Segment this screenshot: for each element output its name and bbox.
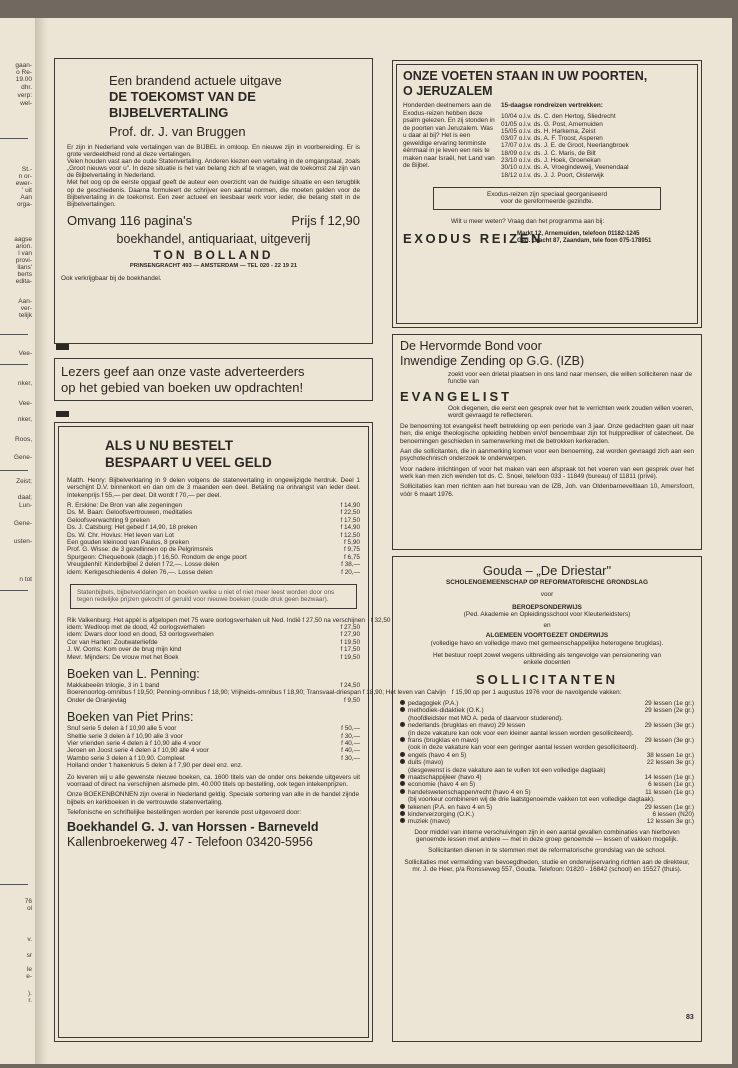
previous-page-fragment: Gene- [13,454,32,461]
ad-driestar-voor: voor [540,591,554,599]
vak-row-value [688,730,694,737]
previous-page-fragment: 19.00 [15,76,32,83]
ad-izb-title2: Inwendige Zending op G.G. (IZB) [400,354,585,368]
previous-page-fragment: Aan- [18,298,32,305]
book-row [67,502,360,509]
vak-row-value [688,767,694,774]
book-row-label: J. W. Ooms: Kom over de brug mijn kind [67,646,182,654]
previous-page-edge [0,18,35,1064]
ad-horssen-shop-addr: Kallenbroekerweg 47 - Telefoon 03420-5956 [67,835,313,850]
ad-exodus-columns [403,102,691,179]
ad-horssen-penning-title: Boeken van L. Penning: [67,666,200,681]
previous-page-fragment: Gene- [13,520,32,527]
vak-row-label: (bij voorkeur combineren wij de drie laatstgenoemde vakken tot een volledige dagtaak). [408,796,655,804]
black-marker [56,411,69,417]
vak-row [400,700,694,707]
prins-row [67,740,360,747]
magazine-page [0,18,732,1064]
bullet-icon [400,737,405,742]
vak-row [400,811,694,818]
ad-driestar-bo: BEROEPSONDERWIJS [512,603,582,611]
previous-page-fragment: dhr. [21,84,32,91]
ad-exodus [392,60,702,328]
previous-page-fragment: aagse [14,236,32,243]
ad-izb-intro: zoekt voor een drietal plaatsen in ons land naar mensen, die willen solliciteren naar de functie van [448,371,693,386]
penning-row-label: Onder de Oranjevlag [67,696,127,704]
prins-row-label: Sheltie serie 3 delen à f 10,90 alle 3 voor [67,732,183,740]
bullet-icon [400,774,405,779]
vak-row [400,730,694,737]
ad-driestar-subtitle: SCHOLENGEMEENSCHAP OP REFORMATORISCHE GRONDSLAG [446,579,648,586]
ad-exodus-brand: EXODUS REIZEN [403,230,543,246]
ad-exodus-title1: ONZE VOETEN STAAN IN UW POORTEN, [403,69,648,83]
ad-exodus-inner [396,64,698,324]
vak-row-value: 29 lessen (1e gr.) [644,699,694,707]
trip-item: 03/07 o.l.v. ds. A. F. Troost, Asperen [501,135,603,143]
penning-row-value: f 15,90 [451,689,472,697]
book-row-label: Rik Valkenburg: Het appèl is afgelopen met 75 ware oorlogsverhalen uit Ned. Indië f 27,50 na verschijnen [67,616,365,624]
previous-page-fragment: Lun- [18,502,32,509]
book-row [67,616,391,624]
ad-bruggen-body: Er zijn in Nederland vele vertalingen van de BIJBEL in omloop. En nieuwe zijn in voorbereiding. Er is grote verdeeldheid rond al deze vertalingen. Velen houden vast aan de oude Statenvertaling. Anderen kiezen een vertaling in de omgangstaal, zoals „Groot nieuws voor u". In deze situatie is het van belang zich af te vragen, wat de toekomst zal zijn van de Bijbelvertaling in Nederland. Met het oog op de eerste opgaaf geeft de auteur een overzicht van de huidige situatie en een terugblik op de geschiedenis. Daarna formuleert de schrijver een aantal normen, die moeten gelden voor de Bijbelvertaling in de toekomst. Een zeer actueel en leesbaar werk voor ieder, die belang stelt in de Bijbelvertalingen. [67,144,360,208]
ad-bruggen-title2: BIJBELVERTALING [109,105,229,120]
prins-row [67,733,360,740]
ad-driestar-avo: ALGEMEEN VOORTGEZET ONDERWIJS [485,632,609,640]
vak-row-value: 29 lessen (2e gr.) [644,707,694,715]
book-row [67,646,360,653]
ad-driestar-p1: Door middel van interne verschuivingen zijn in een aantal gevallen combinaties van hierboven genoemde lessen met andere — met in deze groep genoemde — lessen of vakken mogelijk. [414,828,680,844]
bullet-icon [400,818,405,823]
vak-row-label: economie (havo 4 en 5) [408,781,476,789]
previous-page-rule [0,590,28,591]
book-row-value: f 17,50 [340,646,360,654]
vak-row-label: frans (brugklas en mavo) [408,737,479,744]
prins-row-value: f 40,— [341,740,360,748]
previous-page-fragment: v. [27,936,32,943]
ad-driestar [392,556,702,1042]
vak-row-value: 22 lessen 3e gr.) [646,759,694,767]
ad-driestar-p3: Sollicitaties met vermelding van bevoegdheden, studie en onderwijservaring richten aan de direkteur, mr. J. de Heer, p/a Ronsseweg 557, Gouda. Telefoon: 01820 - 16842 (school) en 15527 (thuis). [404,858,690,874]
vak-row-value: 6 lessen (1e gr.) [648,781,694,789]
book-row-label: Mevr. Mijnders: De vrouw met het Boek [67,653,179,661]
previous-page-fragment: le [26,966,32,973]
ad-horssen-p2: Onze BOEKENBONNEN zijn overal in Nederland geldig. Speciale sortering van alle in de handel zijnde bijbels en kerkboeken in de vertrouwde statenvertaling. [67,791,359,806]
previous-page-fragment: provi- [15,257,32,264]
book-row-label: Een gouden kleinood van Paulus, 8 preken [67,538,189,546]
vak-row [400,737,694,744]
vak-row [400,789,694,796]
previous-page-fragment: Vee- [18,400,32,407]
book-row-value: f 20,— [341,568,360,576]
ad-exodus-contact [403,231,691,246]
vak-row-value [688,796,694,803]
ad-bruggen-note: Ook verkrijgbaar bij de boekhandel. [61,274,162,282]
vak-row-value: 11 lessen (1e gr.) [645,788,694,796]
book-row-value: f 5,90 [344,538,360,546]
book-row [67,639,360,646]
ad-driestar-aim: Het bestuur roept zowel wegens uitbreiding als tengevolge van pensionering van enkele docenten [432,652,662,667]
ad-driestar-vakken [400,700,694,826]
ad-horssen-prins-title: Boeken van Piet Prins: [67,710,194,725]
ad-exodus-addr [513,231,651,246]
previous-page-fragment: telijk [18,312,32,319]
prins-row-value: f 30,— [341,732,360,740]
prins-row-value: f 30,— [341,754,360,762]
ad-bruggen-pages: Omvang 116 pagina's [67,212,193,228]
ad-bruggen-price-row [67,213,360,228]
prins-row [67,762,360,769]
ad-horssen-title1: ALS U NU BESTELT [105,438,233,453]
ad-horssen-prins [67,725,360,769]
previous-page-fragment: arion. [15,243,32,250]
prins-row-value: f 50,— [341,725,360,733]
trip-item: 18/12 o.l.v. ds. J. J. Poort, Oisterwijk [501,171,604,179]
previous-page-fragment: sr [26,952,32,959]
vak-row-value: 14 lessen (1e gr.) [644,774,694,782]
ad-driestar-bo-sub: (Ped. Akademie en Opleidingsschool voor Kleuterleidsters) [463,610,631,618]
ad-exodus-special-box [433,187,661,210]
vak-row [400,818,694,825]
previous-page-fragment: ol [26,905,32,912]
book-row-label: Prof. G. Wisse: de 3 gezellinnen op de Pelgrimsreis [67,546,213,554]
prins-row-label: Wambo serie 3 delen à f 10,90. Compleet [67,754,185,762]
previous-page-fragment: ver- [20,305,32,312]
previous-page-fragment: n tot [19,576,32,583]
ad-exodus-special1: Exodus-reizen zijn speciaal georganiseerd [486,190,608,198]
book-row-label: idem: Dwars door lood en dood, 53 oorlogsverhalen [67,631,214,639]
penning-row [67,682,360,689]
bullet-icon [400,811,405,816]
ad-bruggen-intro: Een brandend actuele uitgave [109,73,282,88]
penning-row [67,689,472,697]
ad-exodus-more: Wilt u meer weten? Vraag dan het programma aan bij: [451,217,605,225]
ad-exodus-left: Honderden deelnemers aan de Exodus-reizen hebben deze psalm gelezen. En zij stonden in de poorten van Jeruzalem. Was u daar al bij? Het is een geweldige ervaring tenminste éénmaal in je leven een reis te maken naar Israël, het Land van de Bijbel. [403,102,495,169]
prins-row-label: Jeroen en Joost serie 4 delen à f 10,90 alle 4 voor [67,747,209,755]
ad-izb-p2: De benoeming tot evangelist heeft betrekking op een periode van 3 jaar. Onze gedachten gaan uit naar hen, die enige theologische opleiding hebben en/of benoembaar zijn tot hulpprediker of catecheet. De benoemingen geschieden in samenwerking met de betrokken kerkeraden. [400,423,694,445]
ad-driestar-sol: SOLLICITANTEN [475,671,619,687]
book-row [67,539,360,546]
bullet-icon [400,700,405,705]
previous-page-fragment: Roos, [15,436,32,443]
ad-bruggen-address: PRINSENGRACHT 493 — AMSTERDAM — TEL 020 - 22 19 21 [129,262,298,269]
prins-row-value: f 40,— [341,747,360,755]
vak-row-label: kinderverzorging (O.K.) [408,811,475,819]
bullet-icon [400,752,405,757]
vak-row-value: 29 lessen (3e gr.) [644,737,694,744]
ad-exodus-trips-col [501,102,691,179]
trip-item: 23/10 o.l.v. ds. J. Hoek, Groenekan [501,157,601,165]
ad-exodus-addr2: Ged. Gracht 87, Zaandam, tele foon 075-178951 [517,238,652,245]
vak-row [400,752,694,759]
previous-page-fragment: 76 [24,898,32,905]
trip-item: 10/04 o.l.v. ds. C. den Hertog, Sliedrecht [501,113,616,121]
previous-page-rule [0,138,28,139]
vak-row-label: (in deze vakature kan ook voor een kleiner aantal lessen worden gesolliciteerd). [408,729,634,737]
book-row-value: f 22,50 [340,509,360,517]
vak-row [400,744,694,751]
book-row-value: f 9,75 [344,546,360,554]
previous-page-fragment: berts [17,271,32,278]
book-row-value: f 14,90 [340,501,360,509]
previous-page-fragment: Zeist; [16,478,32,485]
book-row-label: Geloofsverwachting 9 preken [67,516,150,524]
trip-item: 17/07 o.l.v. ds. J. E. de Groot, Neerlangbroek [501,142,629,150]
penning-row-value: f 9,50 [344,696,360,704]
book-row-value: f 19,50 [340,653,360,661]
vak-row [400,781,694,788]
ad-readers [54,358,373,401]
book-row [67,509,360,516]
ad-horssen-p3: Telefonische en schriftelijke bestellingen worden per kerende post uitgevoerd door: [67,808,302,816]
book-row [67,561,360,568]
book-row [67,624,360,631]
vak-row-label: (desgewenst is deze vakature aan te vullen tot een volledige dagtaak) [408,766,606,774]
prins-row-label: Vier vrienden serie 4 delen à f 10,90 alle 4 voor [67,740,201,748]
penning-row-label: Boerenoorlog-omnibus f 19,50; Penning-omnibus f 18,90; Vrijheids-omnibus f 18,90; Transvaal-driespan f 18,90; Het leven van Calvijn [67,689,446,697]
prins-row [67,725,360,732]
bullet-icon [400,759,405,764]
ad-horssen-list2 [67,616,391,661]
ad-bruggen-author: Prof. dr. J. van Bruggen [109,124,246,139]
book-row-label: Spurgeon: Chequeboek (dagb.) f 16,50. Rondom de enge poort [67,553,247,561]
vak-row-label: muziek (mavo) [408,818,450,826]
penning-row [67,697,360,704]
prins-row [67,755,360,762]
previous-page-fragment: o Re- [16,69,32,76]
book-row [67,569,360,576]
vak-row-label: tekenen (P.A. en havo 4 en 5) [408,803,493,811]
book-row-value: f 17,50 [340,516,360,524]
prins-row-value [354,762,360,769]
ad-izb [392,334,702,550]
vak-row-label: (ook in deze vakature kan voor een geringer aantal lessen worden gesolliciteerd). [408,744,639,752]
previous-page-fragment: wel- [20,100,32,107]
previous-page-fragment: nker, [17,380,32,387]
book-row-label: Ds. J. Catsburg: Het gebed f 14,90, 18 preken [67,524,198,532]
trip-item: 01/05 o.l.v. ds. G. Post, Arnemuiden [501,120,603,128]
book-row-value: f 12,50 [340,531,360,539]
trip-item: 30/10 o.l.v. ds. A. Vroegindeweij, Veenendaal [501,164,629,172]
vak-row-label: pedagogiek (P.A.) [408,699,459,707]
book-row [67,654,360,661]
vak-row-value [688,715,694,722]
book-row [67,532,360,539]
ad-izb-p3: Aan die sollicitanten, die in aanmerking komen voor een benoeming, zal worden gevraagd zich aan een psychotechnisch onderzoek te onderwerpen. [400,448,694,463]
vak-row-value: 38 lessen 1e gr.) [646,751,694,759]
ad-bruggen-publisher: TON BOLLAND [153,247,274,262]
page-number: 83 [686,1014,694,1021]
book-row-value: f 14,90 [340,524,360,532]
vak-row [400,722,694,729]
previous-page-rule [0,470,28,471]
previous-page-fragment: Aan [20,194,32,201]
vak-row [400,796,694,803]
book-row-value: f 27,50 [340,623,360,631]
ad-exodus-title2: O JERUZALEM [403,84,493,98]
ad-izb-p5: Sollicitaties kan men richten aan het bureau van de IZB, Joh. van Oldenbarneveltlaan 10, Amersfoort, vóór 6 maart 1976. [400,483,694,498]
previous-page-rule [0,364,28,365]
ad-driestar-title: Gouda – „De Driestar" [482,563,612,578]
black-marker [56,344,69,350]
prins-row-label: Snuf serie 5 delen à f 10,90 alle 5 voor [67,725,177,733]
previous-page-fragment: nker, [17,416,32,423]
ad-readers-line1: Lezers geef aan onze vaste adverteerders [61,364,305,379]
trip-item: 18/09 o.l.v. ds. J. C. Maris, de Bilt [501,149,596,157]
previous-page-fragment: gaan- [15,62,32,69]
book-row-label: Ds. M. Baan: Geloofsvertrouwen, meditaties [67,509,193,517]
ad-driestar-per: op per 1 augustus 1976 voor de navolgende vakken: [472,688,622,696]
vak-row-label: engels (havo 4 en 5) [408,751,467,759]
vak-row [400,759,694,766]
vak-row [400,804,694,811]
book-row-value: f 6,75 [344,553,360,561]
previous-page-fragment: r. [28,997,32,1004]
vak-row [400,707,694,714]
vak-row-value: 29 lessen (1e gr.) [644,803,694,811]
bullet-icon [400,781,405,786]
ad-horssen-p1: Zo leveren wij u alle gewenste nieuwe boeken, ca. 1600 titels van de onder ons bekende uitgevers uit voorraad of direct na verschijnen alsmede plm. 40.000 titels op bestelling, ook tegen intekenprijzen. [67,773,360,788]
vak-row [400,774,694,781]
vak-row-label: nederlands (brugklas en mavo) 29 lessen [408,722,526,730]
ad-readers-line2: op het gebied van boeken uw opdrachten! [61,380,304,395]
previous-page-fragment: ). [28,990,32,997]
vak-row-label: duits (mavo) [408,759,444,767]
ad-driestar-avo-sub: (volledige havo en volledige mavo met gemeenschappelijke heterogene brugklas). [430,639,664,647]
previous-page-fragment: n or- [18,173,32,180]
ad-horssen-title2: BESPAART U VEEL GELD [105,455,272,470]
prins-row-label: Holland onder 't hakenkruis 5 delen à f 7,90 per deel enz. enz. [67,762,243,770]
ad-izb-p1: Ook diegenen, die eerst een gesprek over het te verrichten werk zouden willen voeren, wordt gevraagd te reflecteren. [448,404,694,419]
ad-horssen-henry: Matth. Henry: Bijbelverklaring in 9 delen volgens de statenvertaling in ongewijzigde herdruk. Deel 1 verschijnt D.V. binnenkort en dan om de 3 maanden een deel. Betaling na ontvangst van ieder deel. Intekenprijs f 55,— per deel. Dit wordt f 70,— per deel. [67,477,360,499]
previous-page-fragment: daal; [17,494,32,501]
bullet-icon [400,789,405,794]
penning-row-label: Makkabeeën trilogie, 3 in 1 band [67,681,160,689]
ad-bruggen [54,58,373,344]
bullet-icon [400,804,405,809]
ad-horssen-statenbox-text: Statenbijbels, bijbelverklaringen en boeken welke u niet of niet meer leest worden door ons tegen redelijke prijzen gekocht of geruild voor nieuwe boeken (oude druk geen bezwaar). [77,588,335,604]
previous-page-fragment: St.- [21,166,32,173]
previous-page-fragment: e- [26,973,32,980]
ad-driestar-p2: Sollicitanten dienen in te stemmen met de reformatorische grondslag van de school. [428,847,666,855]
vak-row-label: methodiek-didaktiek (O.K.) [408,707,484,715]
book-row-label: Vreugdenhil: Kinderbijbel 2 delen f 72,—. Losse delen [67,561,220,569]
previous-page-rule [0,334,28,335]
previous-page-fragment: usten- [13,538,32,545]
ad-horssen-statenbox [70,584,357,609]
vak-row-value: 6 lessen (N20) [652,811,694,819]
ad-izb-role: EVANGELIST [400,388,513,404]
vak-row-label: maatschappijleer (havo 4) [408,774,482,782]
ad-izb-title1: De Hervormde Bond voor [400,339,542,353]
previous-page-rule [0,884,28,885]
ad-exodus-addr1: Markt 12, Arnemuiden, telefoon 01182-1245 [517,230,640,237]
book-row-value: f 19,50 [340,638,360,646]
vak-row-value [688,744,694,751]
book-row [67,554,360,561]
page-gutter [35,18,49,1064]
vak-row-value: 29 lessen (3e gr.) [644,722,694,730]
vak-row [400,715,694,722]
book-row [67,524,360,531]
penning-row-value: f 24,50 [340,681,360,689]
ad-bruggen-price: Prijs f 12,90 [291,212,360,228]
previous-page-fragment: ewer- [15,180,32,187]
ad-exodus-special2: voor de gereformeerde gezindte. [500,198,594,206]
vak-row-value: 12 lessen 3e gr.) [646,818,694,826]
ad-izb-p4: Voor nadere inlichtingen of voor het maken van een afspraak tot het voeren van een gesprek over het werk kan men zich wenden tot ds. C. Snoei, telefoon 033 - 11849 (bureau) of 11811 (privé). [400,465,694,480]
ad-bruggen-title1: DE TOEKOMST VAN DE [109,89,256,104]
book-row-label: idem: Kerkgeschiedenis 4 delen 76,—. Losse delen [67,568,213,576]
previous-page-fragment: verp: [17,92,32,99]
vak-row-label: handelswetenschappen/recht (havo 4 en 5) [408,788,531,796]
previous-page-fragment: llans' [17,264,32,271]
vak-row [400,767,694,774]
previous-page-fragment: Vee- [18,350,32,357]
ad-horssen-list1 [67,502,360,576]
previous-page-fragment: l van [18,250,32,257]
ad-exodus-trips-title: 15-daagse rondreizen vertrekken: [501,102,603,109]
book-row-value: f 38,— [341,561,360,569]
previous-page-fragment: edita- [15,278,32,285]
vak-row-label: (hoofdleidster met MO A. peda of daarvoor studerend). [408,714,563,722]
previous-page-fragment: ' uit [22,187,32,194]
trip-item: 15/05 o.l.v. ds. H. Harkema, Zeist [501,127,596,135]
bullet-icon [400,722,405,727]
book-row-label: R. Erskine: De Bron van alle zegeningen [67,501,183,509]
book-row [67,546,360,553]
ad-bruggen-publisher-line: boekhandel, antiquariaat, uitgeverij [116,231,311,246]
book-row-label: Cor van Harten: Zoutwaterliefde [67,638,158,646]
book-row-value: f 27,90 [340,631,360,639]
ad-exodus-trips [501,113,691,179]
previous-page-fragment: orga- [16,201,32,208]
book-row [67,517,360,524]
ad-driestar-en: en [543,622,551,630]
bullet-icon [400,707,405,712]
book-row-value: f 32,50 [370,616,391,624]
book-row [67,631,360,638]
ad-horssen-shop: Boekhandel G. J. van Horssen - Barneveld [67,820,319,835]
book-row-label: idem: Wedloop met de dood, 42 oorlogsverhalen [67,623,205,631]
prins-row [67,747,360,754]
book-row-label: Ds. W. Chr. Hovius: Het leven van Lot [67,531,174,539]
